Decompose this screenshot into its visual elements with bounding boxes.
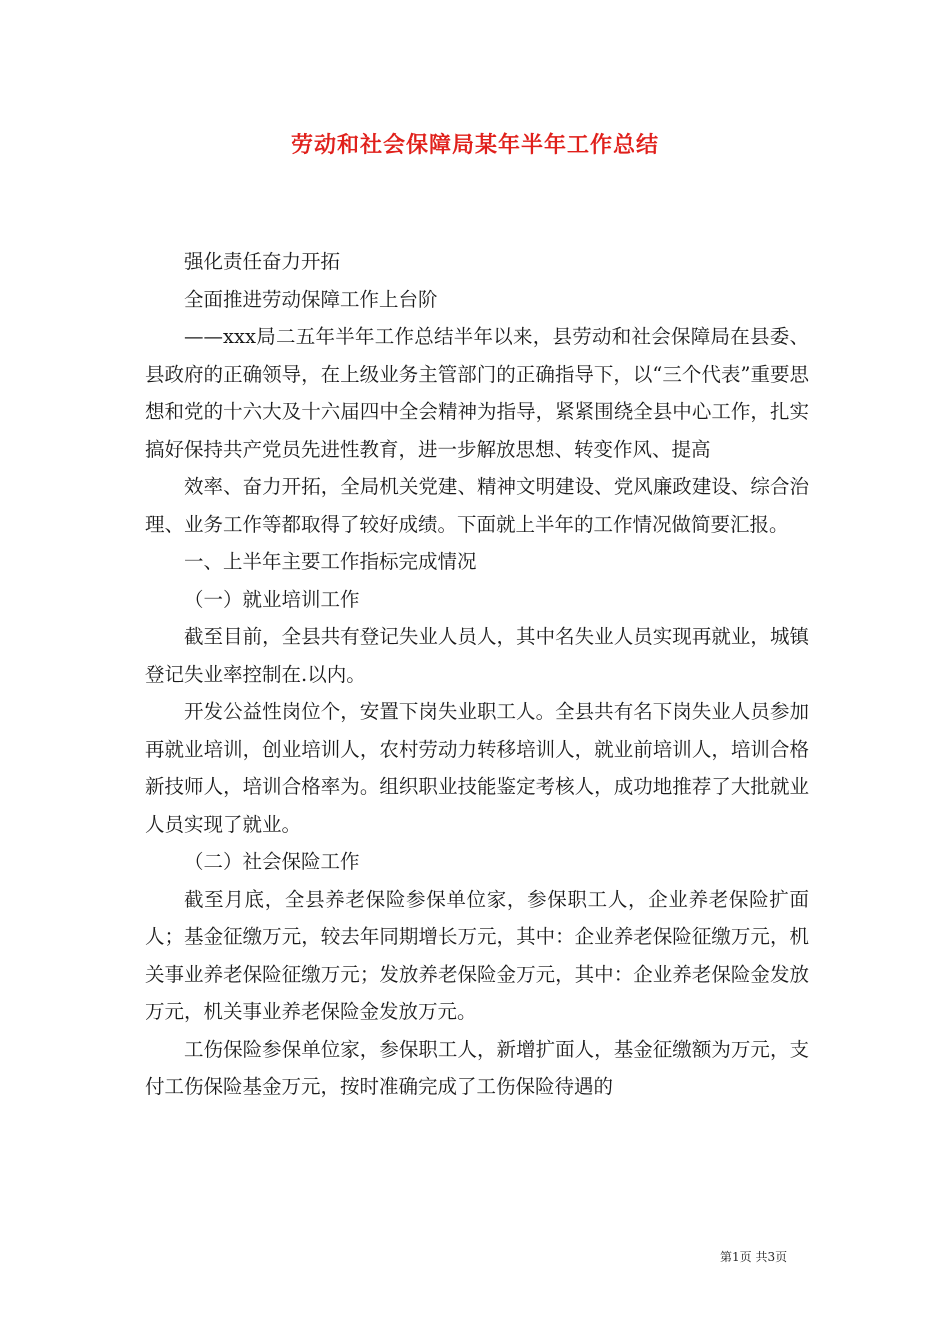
paragraph-employment-2: 开发公益性岗位个，安置下岗失业职工人。全县共有名下岗失业人员参加再就业培训，创业培训人，农村劳动力转移培训人，就业前培训人，培训合格新技师人，培训合格率为。组织职业技能鉴定考核人，成功地推荐了大批就业人员实现了就业。 — [145, 700, 809, 836]
paragraph-employment-1: 截至目前，全县共有登记失业人员人，其中名失业人员实现再就业，城镇登记失业率控制在.以内。 — [145, 625, 809, 686]
document-body — [145, 243, 809, 1106]
subsection-heading-employment: （一）就业培训工作 — [184, 587, 360, 611]
page-number-footer: 第1页 共3页 — [720, 1250, 788, 1264]
paragraph-slogan-1: 强化责任奋力开拓 — [184, 250, 341, 273]
subsection-heading-social-insurance: （二）社会保险工作 — [184, 850, 360, 873]
paragraph-intro-continued: 效率、奋力开拓，全局机关党建、精神文明建设、党风廉政建设、综合治理、业务工作等都取得了较好成绩。下面就上半年的工作情况做简要汇报。 — [145, 475, 809, 536]
paragraph-injury-insurance: 工伤保险参保单位家，参保职工人，新增扩面人，基金征缴额为万元，支付工伤保险基金万元，按时准确完成了工伤保险待遇的 — [145, 1037, 809, 1098]
paragraph-pension-insurance: 截至月底，全县养老保险参保单位家，参保职工人，企业养老保险扩面人；基金征缴万元，较去年同期增长万元，其中：企业养老保险征缴万元，机关事业养老保险征缴万元；发放养老保险金万元，其中：企业养老保险金发放万元，机关事业养老保险金发放万元。 — [145, 887, 809, 1023]
section-heading-1: 一、上半年主要工作指标完成情况 — [184, 550, 477, 573]
paragraph-intro: ——xxx局二五年半年工作总结半年以来，县劳动和社会保障局在县委、县政府的正确领导，在上级业务主管部门的正确指导下，以“三个代表”重要思想和党的十六大及十六届四中全会精神为指导，紧紧围绕全县中心工作，扎实搞好保持共产党员先进性教育，进一步解放思想、转变作风、提高 — [145, 325, 809, 461]
document-title: 劳动和社会保障局某年半年工作总结 — [290, 132, 659, 158]
paragraph-slogan-2: 全面推进劳动保障工作上台阶 — [184, 287, 438, 311]
